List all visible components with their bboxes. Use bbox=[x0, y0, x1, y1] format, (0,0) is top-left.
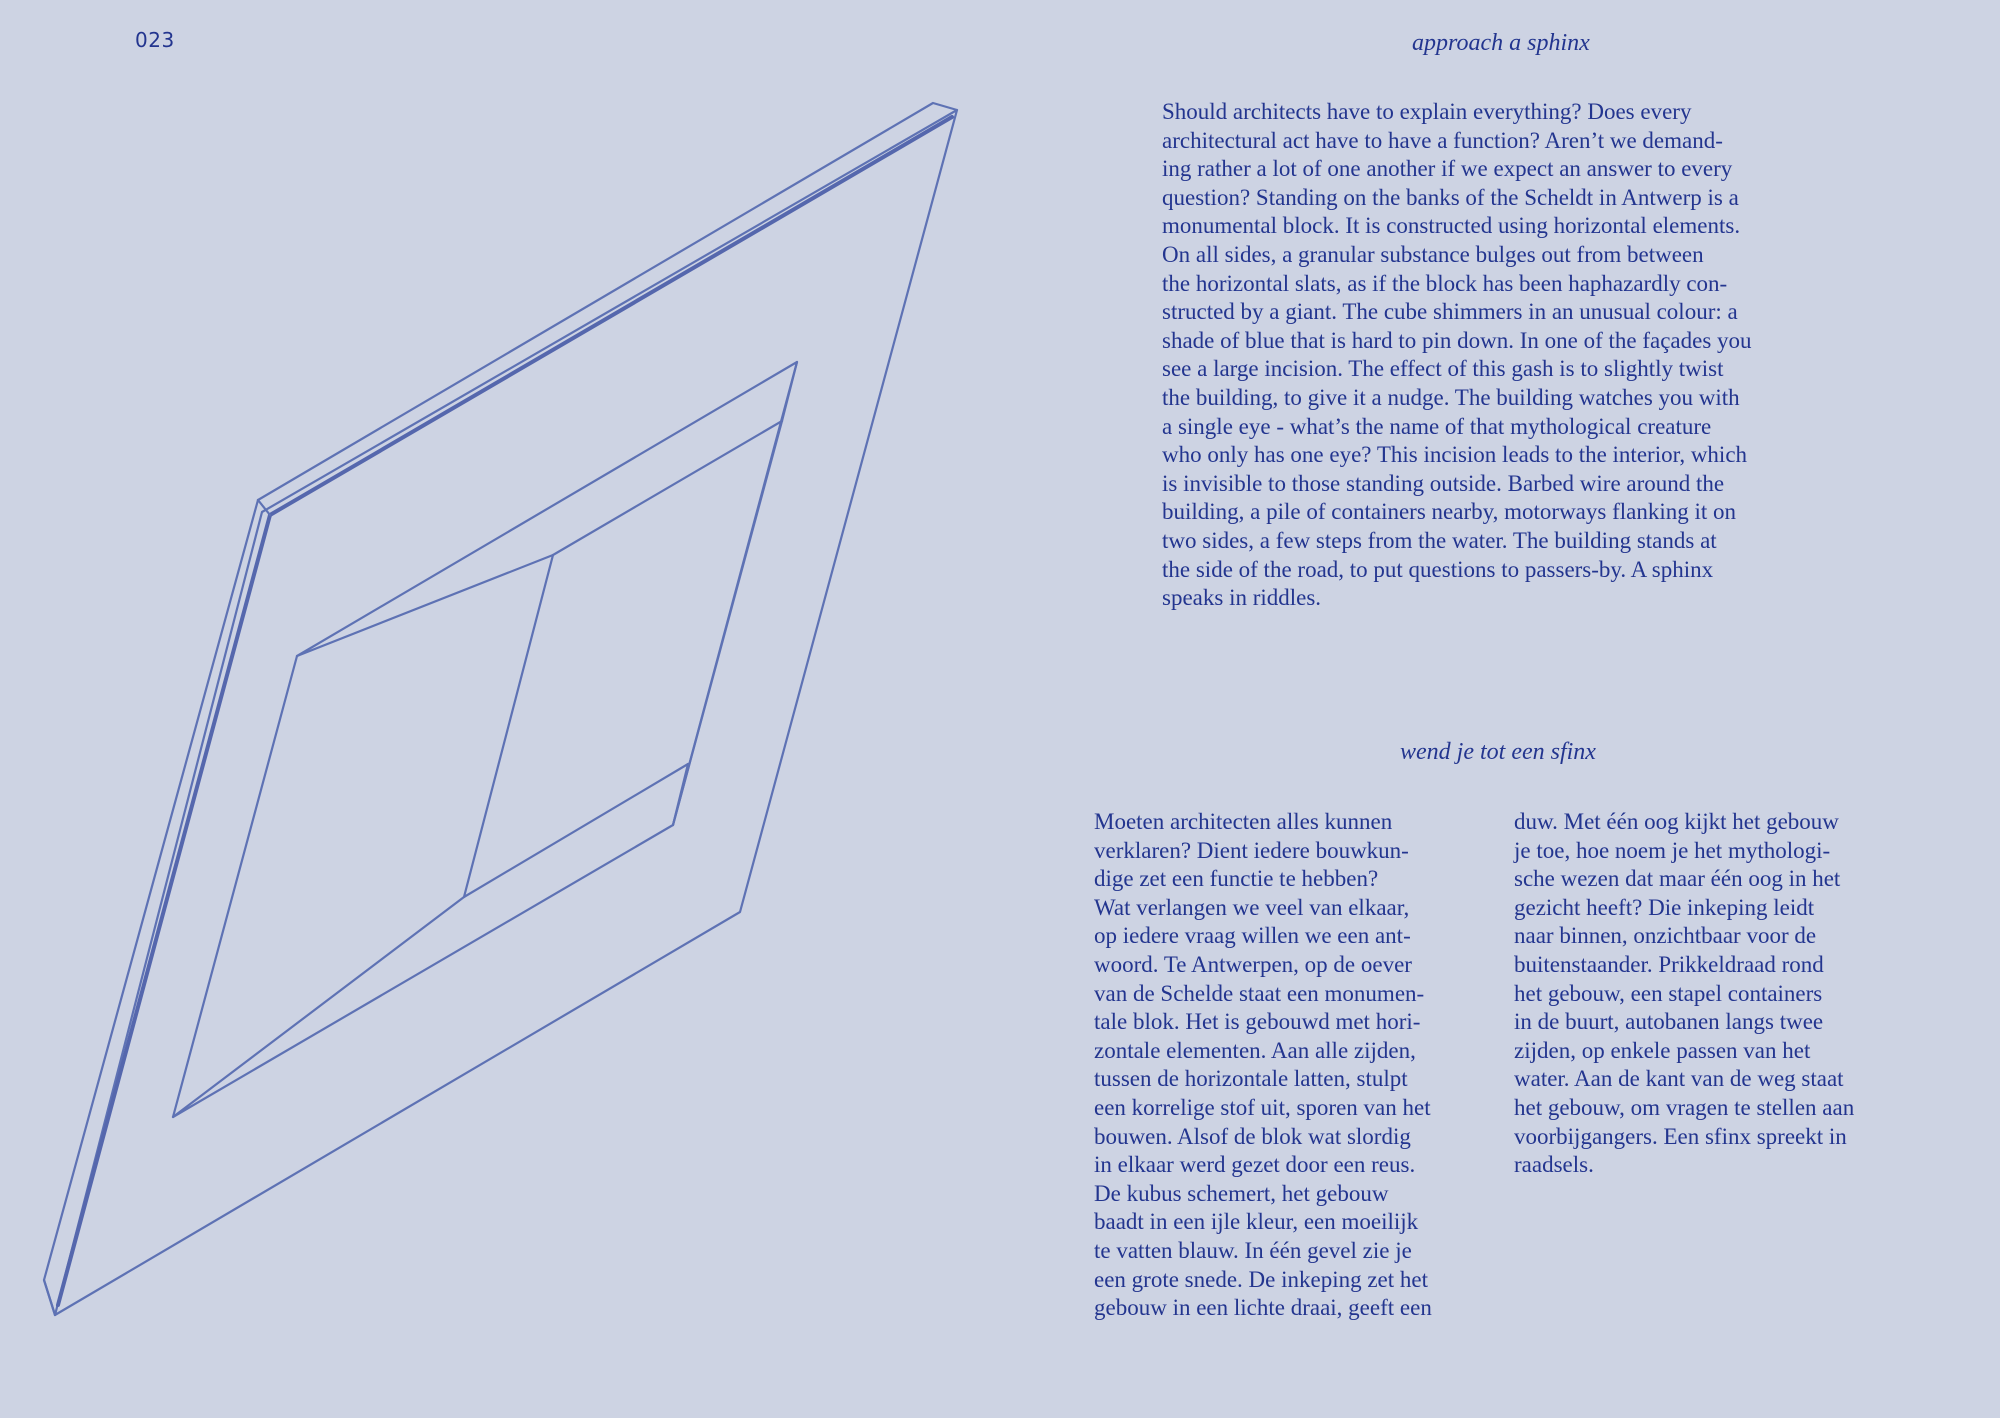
facade-outline bbox=[55, 110, 957, 1315]
text-line: een grote snede. De inkeping zet het bbox=[1094, 1266, 1429, 1292]
facade-top-edge-inner bbox=[270, 117, 952, 515]
text-line: tussen de horizontale latten, stulpt bbox=[1094, 1066, 1408, 1092]
text-line: structed by a giant. The cube shimmers in an unusual colour: a bbox=[1162, 299, 1738, 325]
text-line: op iedere vraag willen we een ant- bbox=[1094, 923, 1411, 949]
text-line: two sides, a few steps from the water. The building stands at bbox=[1162, 527, 1717, 553]
text-line: the side of the road, to put questions to passers-by. A sphinx bbox=[1162, 556, 1714, 582]
text-line: building, a pile of containers nearby, motorways flanking it on bbox=[1162, 499, 1737, 525]
text-line: On all sides, a granular substance bulges out from between bbox=[1162, 241, 1704, 267]
text-line: van de Schelde staat een monumen- bbox=[1094, 980, 1425, 1006]
text-line: je toe, hoe noem je het mythologi- bbox=[1514, 837, 1831, 863]
facade-left-edge bbox=[44, 500, 258, 1315]
text-line: voorbijgangers. Een sfinx spreekt in bbox=[1514, 1123, 1847, 1149]
text-line: a single eye - what’s the name of that mythological creature bbox=[1162, 413, 1712, 439]
text-line: bouwen. Alsof de blok wat slordig bbox=[1094, 1123, 1411, 1149]
text-line: Should architects have to explain everything? Does every bbox=[1162, 99, 1692, 124]
text-line: raadsels. bbox=[1514, 1152, 1594, 1178]
text-line: een korrelige stof uit, sporen van het bbox=[1094, 1094, 1431, 1120]
text-line: verklaren? Dient iedere bouwkun- bbox=[1094, 837, 1409, 863]
text-line: buitenstaander. Prikkeldraad rond bbox=[1514, 951, 1824, 977]
incision-inner-right bbox=[673, 421, 782, 825]
text-line: gebouw in een lichte draai, geeft een bbox=[1094, 1295, 1432, 1321]
text-line: shade of blue that is hard to pin down. In one of the façades you bbox=[1162, 327, 1752, 353]
text-line: Moeten architecten alles kunnen bbox=[1094, 809, 1393, 834]
text-line: in de buurt, autobanen langs twee bbox=[1514, 1009, 1824, 1035]
english-heading: approach a sphinx bbox=[1412, 30, 1590, 56]
text-line: zijden, op enkele passen van het bbox=[1514, 1037, 1811, 1063]
facade-corner-bottom bbox=[44, 1280, 55, 1315]
text-line: baadt in een ijle kleur, een moeilijk bbox=[1094, 1209, 1419, 1235]
text-line: te vatten blauw. In één gevel zie je bbox=[1094, 1237, 1412, 1263]
text-line: in elkaar werd gezet door een reus. bbox=[1094, 1152, 1416, 1178]
text-line: tale blok. Het is gebouwd met hori- bbox=[1094, 1009, 1421, 1035]
text-line: the horizontal slats, as if the block has been haphazardly con- bbox=[1162, 270, 1728, 296]
page-number: 023 bbox=[135, 28, 175, 52]
text-line: the building, to give it a nudge. The building watches you with bbox=[1162, 384, 1740, 410]
facade-top-edge bbox=[258, 103, 957, 500]
text-line: speaks in riddles. bbox=[1162, 585, 1322, 611]
text-line: question? Standing on the banks of the Scheldt in Antwerp is a bbox=[1162, 184, 1739, 210]
text-line: naar binnen, onzichtbaar voor de bbox=[1514, 923, 1817, 949]
text-line: het gebouw, om vragen te stellen aan bbox=[1514, 1094, 1855, 1120]
text-line: architectural act have to have a function? Aren’t we demand- bbox=[1162, 127, 1723, 153]
dutch-heading: wend je tot een sfinx bbox=[1400, 739, 1596, 765]
text-line: gezicht heeft? Die inkeping leidt bbox=[1514, 894, 1815, 920]
incision-right-slope bbox=[782, 362, 797, 421]
text-line: De kubus schemert, het gebouw bbox=[1094, 1180, 1389, 1206]
text-line: monumental block. It is constructed using horizontal elements. bbox=[1162, 213, 1741, 239]
text-line: duw. Met één oog kijkt het gebouw bbox=[1514, 809, 1839, 834]
text-line: is invisible to those standing outside. Barbed wire around the bbox=[1162, 470, 1725, 496]
text-line: see a large incision. The effect of this gash is to slightly twist bbox=[1162, 356, 1724, 382]
text-line: who only has one eye? This incision leads to the interior, which bbox=[1162, 442, 1748, 468]
facade-left-edge-inner bbox=[58, 515, 270, 1305]
incision-inner-bottom bbox=[173, 764, 688, 1117]
incision-outer-frame bbox=[173, 362, 797, 1117]
text-line: dige zet een functie te hebben? bbox=[1094, 866, 1379, 892]
text-line: Wat verlangen we veel van elkaar, bbox=[1094, 894, 1410, 920]
text-line: het gebouw, een stapel containers bbox=[1514, 980, 1823, 1006]
text-line: sche wezen dat maar één oog in het bbox=[1514, 866, 1841, 892]
dutch-body-column-1 bbox=[1094, 808, 1432, 1323]
text-line: woord. Te Antwerpen, op de oever bbox=[1094, 951, 1412, 977]
dutch-body-column-2 bbox=[1514, 808, 1854, 1180]
text-line: ing rather a lot of one another if we expect an answer to every bbox=[1162, 156, 1733, 182]
text-line: water. Aan de kant van de weg staat bbox=[1514, 1066, 1844, 1092]
english-body bbox=[1162, 98, 1752, 613]
incision-back-edge bbox=[464, 555, 553, 897]
incision-lower-slope bbox=[673, 764, 688, 825]
text-line: zontale elementen. Aan alle zijden, bbox=[1094, 1037, 1416, 1063]
